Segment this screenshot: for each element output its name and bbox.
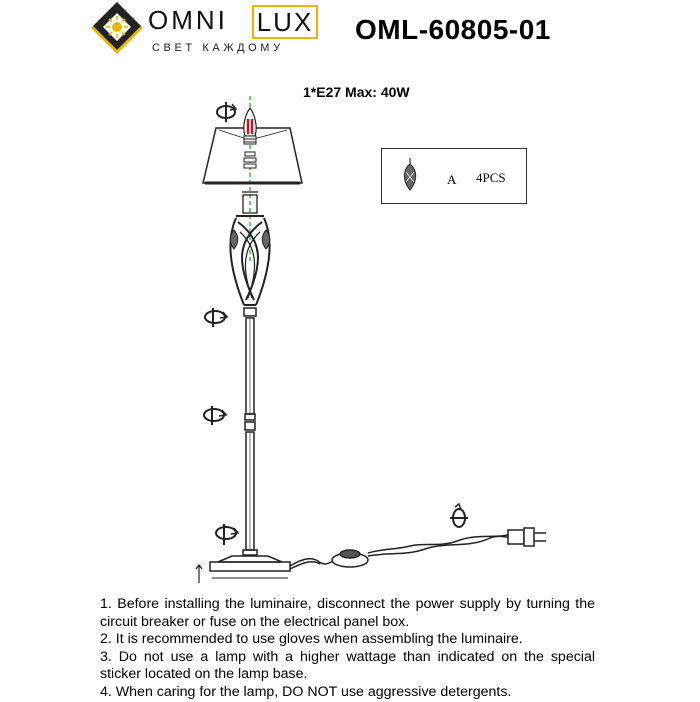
instruction-item: 2. It is recommended to use gloves when assembling the luminaire. [100,631,523,648]
instruction-item: 4. When caring for the lamp, DO NOT use aggressive detergents. [100,683,512,700]
foot-switch [332,550,368,567]
power-plug-icon [508,528,546,546]
bulb-spec: 1*E27 Max: 40W [303,84,410,100]
brand-omni: OMNI [148,5,228,35]
instructions [100,596,595,702]
part-letter: A [447,172,457,187]
candle-bulb [244,108,256,168]
power-cord [290,535,508,569]
brand-lux: LUX [252,5,318,39]
rotate-arrow-icon [216,524,238,545]
lamp-base [196,556,290,583]
instruction-item: 1. Before installing the luminaire, disconnect the power supply by turning the circuit breaker or fuse on the electrical panel box. [100,596,595,630]
rotate-arrow-icon [217,102,236,122]
model-number: OML-60805-01 [355,14,551,45]
rotate-arrow-icon [450,504,468,527]
instruction-item: 3. Do not use a lamp with a higher wattage than indicated on the special sticker located on the lamp base. [100,648,595,683]
rotate-arrow-icon [204,406,226,425]
lamp-stem [243,308,257,555]
part-quantity: 4PCS [476,170,506,185]
rotate-arrow-icon [205,308,227,327]
brand-tagline: СВЕТ КАЖДОМУ [152,42,284,54]
